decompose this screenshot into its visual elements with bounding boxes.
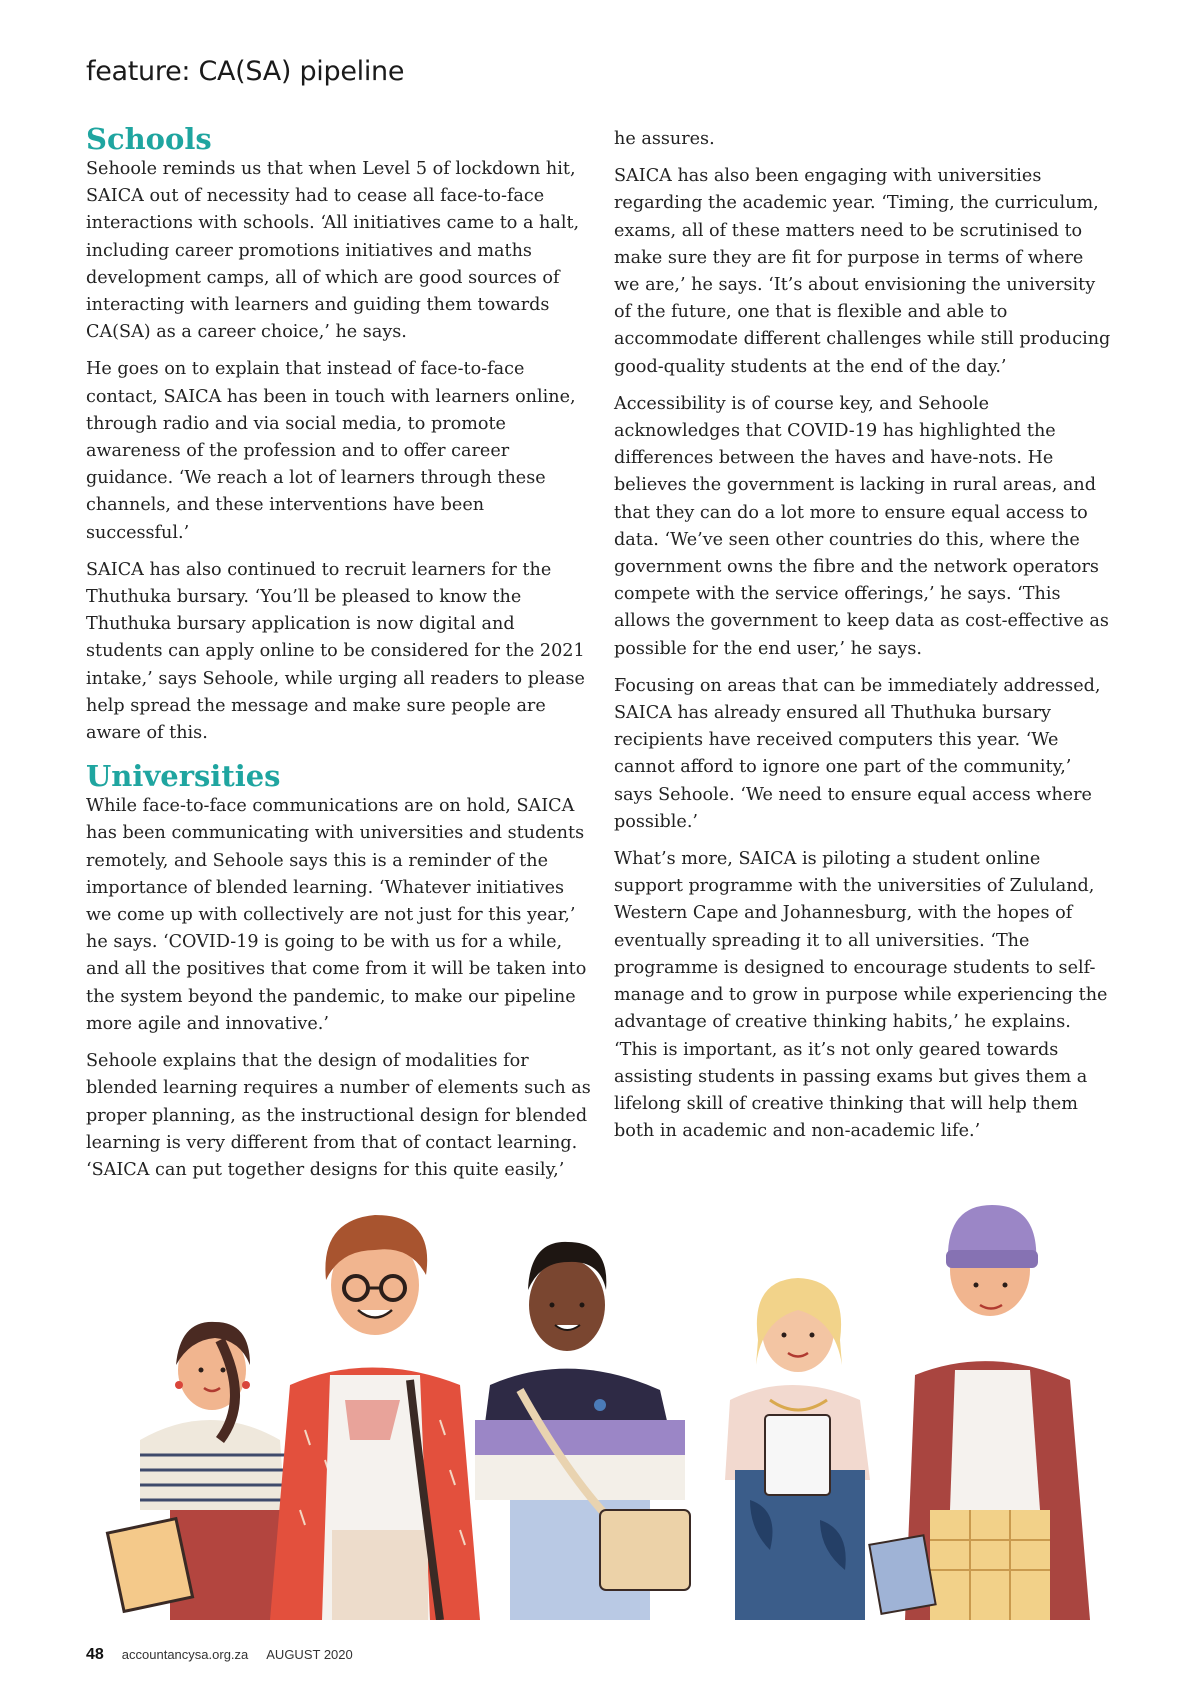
- body-paragraph: Sehoole reminds us that when Level 5 of lockdown hit, SAICA out of necessity had to cease all face-to-face interactions with schools. ‘All initiatives came to a halt, including career promotions initiatives and maths development camps, all of which are good sources of interacting with learners and guiding them towards CA(SA) as a career choice,’ he says.: [86, 159, 580, 343]
- body-paragraph: While face-to-face communications are on hold, SAICA has been communicating with universities and students remotely, and Sehoole says this is a reminder of the importance of blended learning. ‘Whatever initiatives we come up with collectively are not just for this year,’ he says. ‘COVID-19 is going to be with us for a while, and all the positives that come from it will be taken into the system beyond the pandemic, to make our pipeline more agile and innovative.’: [86, 796, 587, 1034]
- running-head: feature: CA(SA) pipeline: [86, 56, 405, 87]
- body-paragraph: SAICA has also been engaging with universities regarding the academic year. ‘Timing, the curriculum, exams, all of these matters need to be scrutinised to make sure they are fit for purpose in terms of where we are,’ he says. ‘It’s about envisioning the university of the future, one that is flexible and able to accommodate different challenges while still producing good-quality students at the end of the day.’: [614, 166, 1111, 377]
- student-boy-glasses-red-shirt: [270, 1215, 480, 1620]
- section-heading-universities: Universities: [86, 759, 281, 794]
- section-heading-schools: Schools: [86, 122, 212, 156]
- body-paragraph: Sehoole explains that the design of modalities for blended learning requires a number of elements such as proper planning, as the instructional design for blended learning is very different from that of contact learning. ‘SAICA can put together designs for this quite easily,’: [86, 1051, 591, 1180]
- body-paragraph: He goes on to explain that instead of face-to-face contact, SAICA has been in touch with learners online, through radio and via social media, to promote awareness of the profession and to offer career guidance. ‘We reach a lot of learners through these channels, and these interventions have been successful.’: [86, 359, 576, 543]
- student-girl-blonde-tablet: [725, 1278, 870, 1620]
- footer-issue-date: AUGUST 2020: [266, 1647, 353, 1662]
- page-footer: [86, 1646, 353, 1664]
- right-column: [614, 126, 1114, 1155]
- body-paragraph: he assures.: [614, 129, 715, 149]
- left-column: [86, 118, 591, 1194]
- body-paragraph: What’s more, SAICA is piloting a student online support programme with the universities of Zululand, Western Cape and Johannesburg, with the hopes of eventually spreading it to all universities. ‘The programme is designed to encourage students to self-manage and to grow in purpose while experiencing the advantage of creative thinking habits,’ he explains. ‘This is important, as it’s not only geared towards assisting students in passing exams but gives them a lifelong skill of creative thinking that will help them both in academic and non-academic life.’: [614, 849, 1108, 1142]
- students-illustration: [100, 1170, 1130, 1620]
- body-paragraph: SAICA has also continued to recruit learners for the Thuthuka bursary. ‘You’ll be pleased to know the Thuthuka bursary application is now digital and students can apply online to be considered for the 2021 intake,’ says Sehoole, while urging all readers to please help spread the message and make sure people are aware of this.: [86, 559, 585, 744]
- student-girl-striped-top: [107, 1322, 285, 1620]
- student-boy-navy-sweater: [475, 1242, 690, 1620]
- page-number: 48: [86, 1646, 104, 1663]
- body-paragraph: Accessibility is of course key, and Sehoole acknowledges that COVID-19 has highlighted the differences between the haves and have-nots. He believes the government is lacking in rural areas, and that they can do a lot more to ensure equal access to data. ‘We’ve seen other countries do this, where the government owns the fibre and the network operators compete with the service offerings,’ he says. ‘This allows the government to keep data as cost-effective as possible for the end user,’ he says.: [614, 393, 1109, 659]
- body-paragraph: Focusing on areas that can be immediately addressed, SAICA has already ensured all Thuthuka bursary recipients have received computers this year. ‘We cannot afford to ignore one part of the community,’ says Sehoole. ‘We need to ensure equal access where possible.’: [614, 675, 1101, 832]
- footer-website: accountancysa.org.za: [121, 1647, 249, 1662]
- student-boy-purple-beanie: [869, 1205, 1090, 1620]
